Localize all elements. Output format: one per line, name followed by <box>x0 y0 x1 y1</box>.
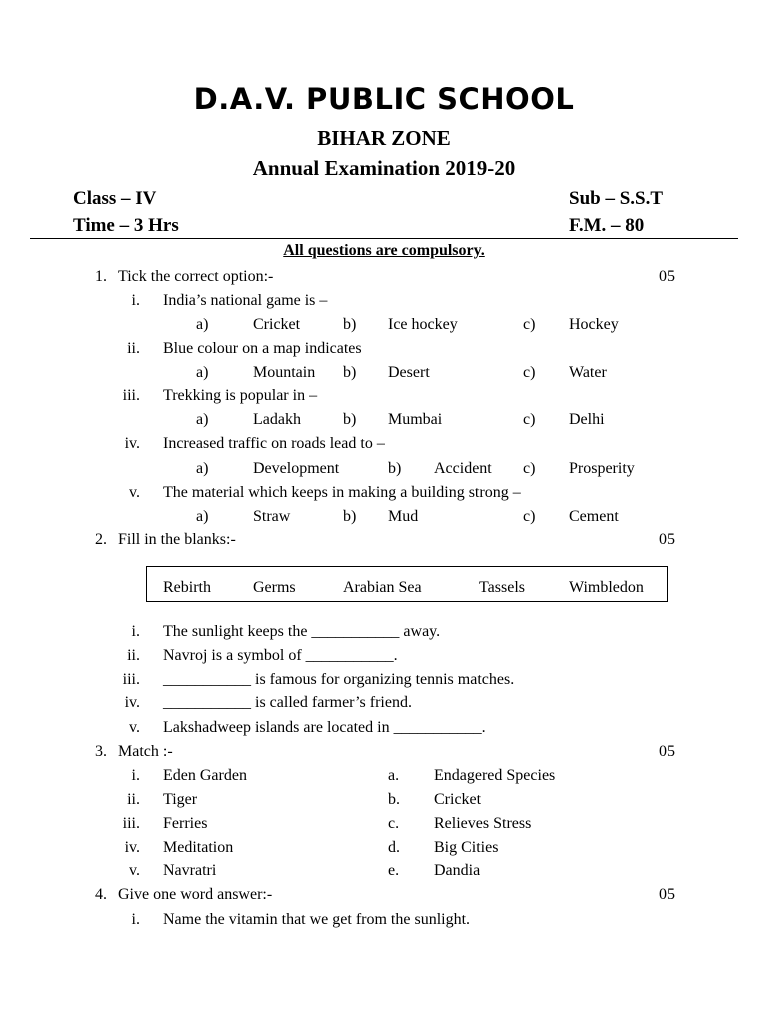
option-label: b) <box>343 411 357 428</box>
word-bank-word: Wimbledon <box>569 579 644 596</box>
question-text: Give one word answer:- <box>118 886 273 903</box>
item-text: The material which keeps in making a building strong – <box>163 484 521 501</box>
item-numeral: i. <box>131 911 140 928</box>
instruction: All questions are compulsory. <box>283 242 485 259</box>
match-right: Dandia <box>434 862 481 879</box>
question-number: 1. <box>95 268 107 285</box>
match-letter: d. <box>388 839 400 856</box>
word-bank-word: Germs <box>253 579 296 596</box>
time-label: Time – 3 Hrs <box>73 215 179 236</box>
item-numeral: iv. <box>124 435 140 452</box>
question-number: 3. <box>95 743 107 760</box>
item-text: Navroj is a symbol of ___________. <box>163 647 398 664</box>
option-text: Cricket <box>253 316 301 333</box>
question-text: Fill in the blanks:- <box>118 531 236 548</box>
question-number: 4. <box>95 886 107 903</box>
option-text: Water <box>569 364 607 381</box>
item-numeral: i. <box>131 623 140 640</box>
item-text: Blue colour on a map indicates <box>163 340 362 357</box>
match-letter: e. <box>388 862 400 879</box>
item-text: Trekking is popular in – <box>163 387 318 404</box>
match-left: Tiger <box>163 791 198 808</box>
option-text: Delhi <box>569 411 605 428</box>
option-text: Desert <box>388 364 430 381</box>
question-text: Tick the correct option:- <box>118 268 274 285</box>
option-label: c) <box>523 316 536 333</box>
match-left: Ferries <box>163 815 208 832</box>
match-right: Endagered Species <box>434 767 556 784</box>
option-text: Hockey <box>569 316 619 333</box>
question-number: 2. <box>95 531 107 548</box>
header-divider <box>30 238 738 239</box>
item-numeral: iv. <box>124 839 140 856</box>
question-marks: 05 <box>659 743 675 760</box>
option-label: b) <box>388 460 402 477</box>
school-name: D.A.V. PUBLIC SCHOOL <box>193 82 575 116</box>
word-bank-word: Arabian Sea <box>343 579 422 596</box>
match-left: Navratri <box>163 862 217 879</box>
match-right: Cricket <box>434 791 482 808</box>
item-text: The sunlight keeps the ___________ away. <box>163 623 441 640</box>
word-bank-word: Rebirth <box>163 579 211 596</box>
option-text: Cement <box>569 508 619 525</box>
item-text: India’s national game is – <box>163 292 328 309</box>
option-label: c) <box>523 411 536 428</box>
question-text: Match :- <box>118 743 173 760</box>
item-numeral: ii. <box>127 340 140 357</box>
match-letter: b. <box>388 791 400 808</box>
match-left: Eden Garden <box>163 767 247 784</box>
option-label: b) <box>343 316 357 333</box>
option-label: a) <box>196 411 209 428</box>
item-text: Name the vitamin that we get from the sunlight. <box>163 911 471 928</box>
option-label: a) <box>196 316 209 333</box>
option-label: b) <box>343 364 357 381</box>
question-marks: 05 <box>659 268 675 285</box>
question-marks: 05 <box>659 886 675 903</box>
match-left: Meditation <box>163 839 234 856</box>
item-numeral: ii. <box>127 647 140 664</box>
option-text: Straw <box>253 508 291 525</box>
question-marks: 05 <box>659 531 675 548</box>
match-right: Big Cities <box>434 839 499 856</box>
option-text: Accident <box>434 460 492 477</box>
item-numeral: v. <box>129 484 140 501</box>
option-label: c) <box>523 508 536 525</box>
item-numeral: i. <box>131 767 140 784</box>
option-text: Mountain <box>253 364 316 381</box>
match-right: Relieves Stress <box>434 815 532 832</box>
zone-title: BIHAR ZONE <box>317 126 451 150</box>
item-numeral: iv. <box>124 694 140 711</box>
option-label: c) <box>523 460 536 477</box>
option-text: Mumbai <box>388 411 443 428</box>
item-text: ___________ is famous for organizing tennis matches. <box>163 671 515 688</box>
item-numeral: iii. <box>122 815 140 832</box>
item-numeral: iii. <box>122 387 140 404</box>
item-numeral: v. <box>129 719 140 736</box>
exam-title: Annual Examination 2019-20 <box>252 156 516 180</box>
option-label: c) <box>523 364 536 381</box>
item-numeral: v. <box>129 862 140 879</box>
item-text: Increased traffic on roads lead to – <box>163 435 385 452</box>
item-text: ___________ is called farmer’s friend. <box>163 694 412 711</box>
full-marks-label: F.M. – 80 <box>569 215 645 236</box>
option-label: a) <box>196 364 209 381</box>
match-letter: c. <box>388 815 400 832</box>
option-text: Mud <box>388 508 419 525</box>
option-label: a) <box>196 508 209 525</box>
option-text: Prosperity <box>569 460 635 477</box>
option-text: Ladakh <box>253 411 301 428</box>
item-text: Lakshadweep islands are located in ___________. <box>163 719 486 736</box>
option-text: Ice hockey <box>388 316 458 333</box>
word-bank-word: Tassels <box>479 579 525 596</box>
option-text: Development <box>253 460 340 477</box>
item-numeral: i. <box>131 292 140 309</box>
option-label: a) <box>196 460 209 477</box>
item-numeral: ii. <box>127 791 140 808</box>
item-numeral: iii. <box>122 671 140 688</box>
match-letter: a. <box>388 767 400 784</box>
subject-label: Sub – S.S.T <box>569 188 664 209</box>
option-label: b) <box>343 508 357 525</box>
class-label: Class – IV <box>73 188 157 209</box>
